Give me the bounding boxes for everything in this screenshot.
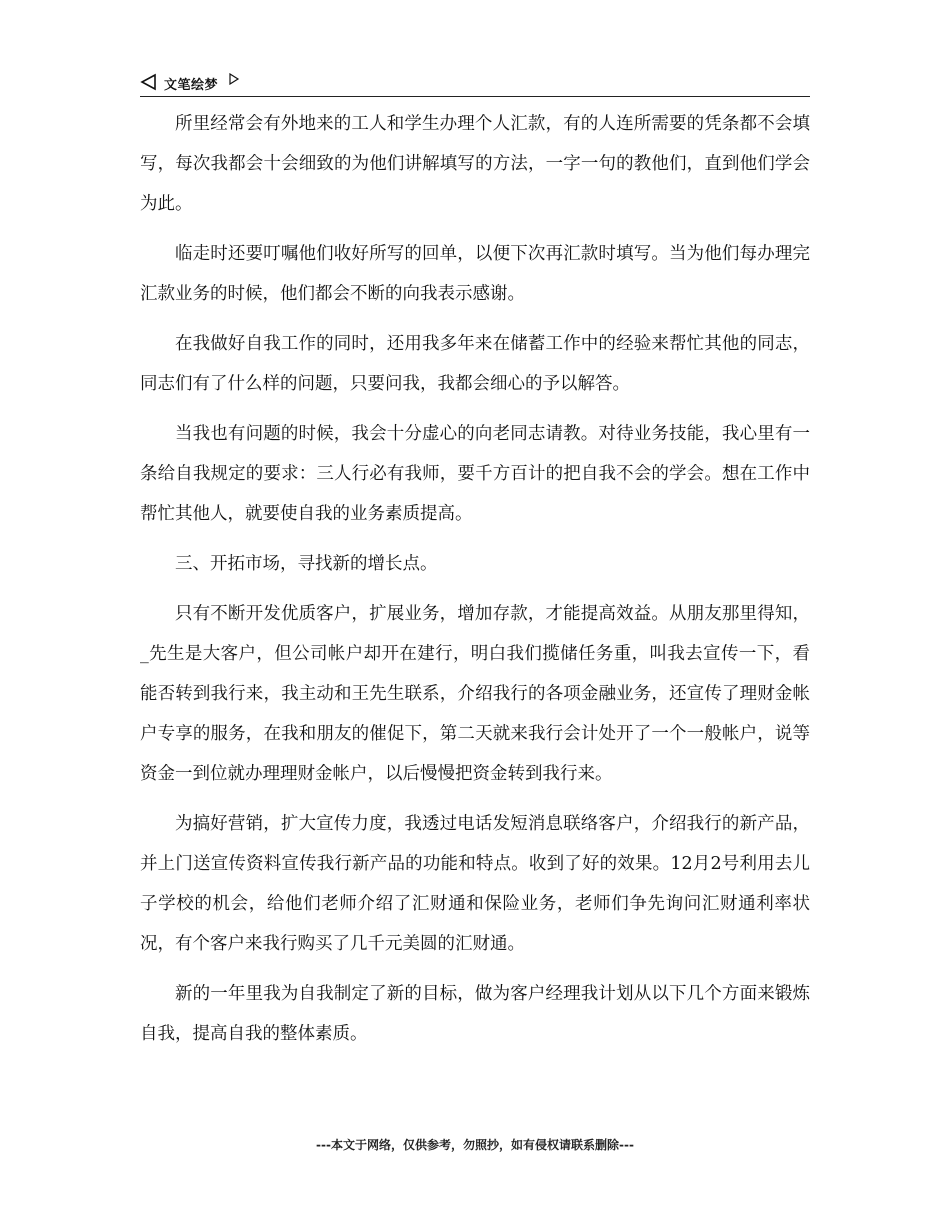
document-body	[140, 104, 810, 1064]
paragraph: 为搞好营销，扩大宣传力度，我透过电话发短消息联络客户，介绍我行的新产品，并上门送宣传资料宣传我行新产品的功能和特点。收到了好的效果。12月2号利用去儿子学校的机会，给他们老师介绍了汇财通和保险业务，老师们争先询问汇财通利率状况，有个客户来我行购买了几千元美圆的汇财通。	[140, 814, 810, 954]
triangle-right-icon	[228, 73, 240, 85]
paragraph: 在我做好自我工作的同时，还用我多年来在储蓄工作中的经验来帮忙其他的同志，同志们有了什么样的问题，只要问我，我都会细心的予以解答。	[140, 334, 810, 394]
paragraph: 新的一年里我为自我制定了新的目标，做为客户经理我计划从以下几个方面来锻炼自我，提高自我的整体素质。	[140, 984, 810, 1044]
page-header	[140, 72, 810, 97]
header-title: 文笔绘梦	[164, 78, 219, 93]
paragraph: 只有不断开发优质客户，扩展业务，增加存款，才能提高效益。从朋友那里得知，_先生是大客户，但公司帐户却开在建行，明白我们揽储任务重，叫我去宣传一下，看能否转到我行来，我主动和王先生联系，介绍我行的各项金融业务，还宣传了理财金帐户专享的服务，在我和朋友的催促下，第二天就来我行会计处开了一个一般帐户，说等资金一到位就办理理财金帐户，以后慢慢把资金转到我行来。	[140, 604, 810, 784]
section-heading: 三、开拓市场，寻找新的增长点。	[175, 554, 438, 574]
triangle-left-icon	[140, 73, 158, 91]
page-footer: ---本文于网络，仅供参考，勿照抄，如有侵权请联系删除---	[316, 1138, 634, 1152]
paragraph: 临走时还要叮嘱他们收好所写的回单，以便下次再汇款时填写。当为他们每办理完汇款业务的时候，他们都会不断的向我表示感谢。	[140, 244, 810, 304]
paragraph: 当我也有问题的时候，我会十分虚心的向老同志请教。对待业务技能，我心里有一条给自我规定的要求：三人行必有我师，要千方百计的把自我不会的学会。想在工作中帮忙其他人，就要使自我的业务素质提高。	[140, 424, 810, 524]
paragraph: 所里经常会有外地来的工人和学生办理个人汇款，有的人连所需要的凭条都不会填写，每次我都会十会细致的为他们讲解填写的方法，一字一句的教他们，直到他们学会为此。	[140, 114, 810, 214]
